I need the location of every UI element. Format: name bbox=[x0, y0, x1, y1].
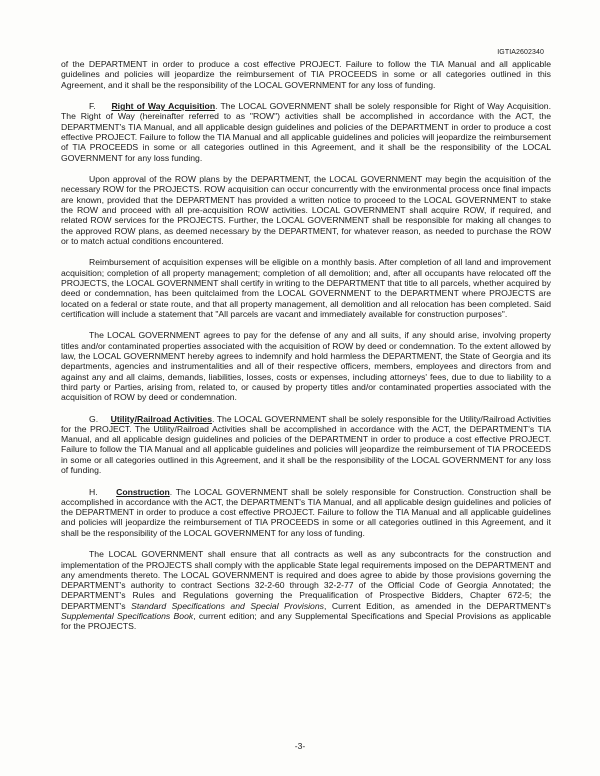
section-f-heading: Right of Way Acquisition bbox=[111, 101, 216, 112]
section-h-text: . The LOCAL GOVERNMENT shall be solely responsible for Construction. Construction shall be accomplished in accordance with the ACT, the DEPARTMENT's TIA Manual, and all applicable design guidelines and policies of the DEPARTMENT in order to produce a cost effective PROJECT. Failure to follow the TIA Manual and all applicable guidelines and policies will jeopardize the reimbursement of TIA PROCEEDS in some or all categories outlined in this Agreement, and it shall be the responsibility of the LOCAL GOVERNMENT for any loss of funding. bbox=[61, 486, 551, 538]
page-number: -3- bbox=[294, 741, 306, 751]
section-f-paragraph bbox=[61, 101, 551, 163]
section-f-letter: F. bbox=[89, 101, 96, 112]
document-id: IGTIA2602340 bbox=[497, 49, 544, 56]
contracts-text-1: The LOCAL GOVERNMENT shall ensure that all contracts as well as any subcontracts for the construction and implementation of the PROJECTS shall comply with the applicable State legal requirements imposed on the DEPARTMENT and any amendments thereto. The LOCAL GOVERNMENT is required and does agree to abide by those provisions governing the DEPARTMENT's authority to contract Sections 32-2-60 through 32-2-77 of the Official Code of Georgia Annotated; the DEPARTMENT's Rules and Regulations governing the Prequalification of Prospective Bidders, Chapter 672-5; the DEPARTMENT's bbox=[61, 549, 551, 611]
contracts-text-2: , Current Edition, as amended in the DEPARTMENT's bbox=[323, 600, 551, 611]
section-g-paragraph bbox=[61, 414, 551, 476]
row-approval-paragraph: Upon approval of the ROW plans by the DEPARTMENT, the LOCAL GOVERNMENT may begin the acquisition of the necessary ROW for the PROJECTS. ROW acquisition can occur concurrently with the environmental process once final impacts are known, provided that the DEPARTMENT has provided a written notice to proceed to the LOCAL GOVERNMENT to stake the ROW and proceed with all pre-acquisition ROW activities. LOCAL GOVERNMENT shall acquire ROW, if required, and related ROW services for the PROJECTS. Further, the LOCAL GOVERNMENT shall be responsible for making all changes to the approved ROW plans, as deemed necessary by the DEPARTMENT, for whatever reason, as needed to purchase the ROW or to match actual conditions encountered. bbox=[61, 174, 551, 246]
section-h-paragraph bbox=[61, 487, 551, 538]
supplemental-specifications-title: Supplemental Specifications Book bbox=[61, 611, 194, 622]
contracts-text-3: , current edition; and any Supplemental Specifications and Special Provisions as applicable for the PROJECTS. bbox=[61, 611, 551, 632]
document-body bbox=[61, 59, 551, 643]
section-g-text: . The LOCAL GOVERNMENT shall be solely responsible for the Utility/Railroad Activities for the PROJECT. The Utility/Railroad Activities shall be accomplished in accordance with the ACT, the DEPARTMENT's TIA Manual, and all applicable design guidelines and policies of the DEPARTMENT in order to produce a cost effective PROJECT. Failure to follow the TIA Manual and all applicable guidelines and policies will jeopardize the reimbursement of TIA PROCEEDS in some or all categories outlined in this Agreement, and it shall be the responsibility of the LOCAL GOVERNMENT for any loss of funding. bbox=[61, 413, 551, 476]
section-h-heading: Construction bbox=[116, 486, 170, 497]
reimbursement-paragraph: Reimbursement of acquisition expenses will be eligible on a monthly basis. After completion of all land and improvement acquisition; completion of all property management; completion of all demolition; and, after all occupants have relocated off the PROJECTS, the LOCAL GOVERNMENT shall certify in writing to the DEPARTMENT that title to all parcels, whether acquired by deed or condemnation, has been quitclaimed from the LOCAL GOVERNMENT to the DEPARTMENT where PROJECTS are located on a federal or state route, and that all property management, all demolition and all relocation has been completed. Said certification will include a statement that "All parcels are vacant and immediately available for construction purposes". bbox=[61, 257, 551, 319]
section-g-heading: Utility/Railroad Activities bbox=[110, 413, 213, 424]
section-f-text: . The LOCAL GOVERNMENT shall be solely responsible for Right of Way Acquisition. The Right of Way (hereinafter referred to as "ROW") activities shall be accomplished in accordance with the ACT, the DEPARTMENT's TIA Manual, and all applicable design guidelines and policies of the DEPARTMENT in order to produce a cost effective PROJECT. Failure to follow the TIA Manual and all applicable guidelines and policies will jeopardize the reimbursement of TIA PROCEEDS in some or all categories outlined in this Agreement, and it shall be the responsibility of the LOCAL GOVERNMENT for any loss funding. bbox=[61, 101, 551, 163]
defense-paragraph: The LOCAL GOVERNMENT agrees to pay for the defense of any and all suits, if any should arise, involving property titles and/or contaminated properties associated with the acquisition of ROW by deed or condemnation. To the extent allowed by law, the LOCAL GOVERNMENT hereby agrees to indemnify and hold harmless the DEPARTMENT, the State of Georgia and its departments, agencies and instrumentalities and all of their respective officers, members, employees and directors from and against any and all claims, demands, liabilities, losses, costs or expenses, including attorneys' fees, due to due to liability to a third party or Parties, arising from, related to, or caused by property titles and/or contaminated properties associated with the acquisition of ROW by deed or condemnation. bbox=[61, 330, 551, 403]
section-h-letter: H. bbox=[89, 486, 98, 497]
contracts-paragraph bbox=[61, 549, 551, 631]
section-g-letter: G. bbox=[89, 413, 99, 424]
standard-specifications-title: Standard Specifications and Special Provisions bbox=[131, 600, 324, 611]
paragraph-continuation: of the DEPARTMENT in order to produce a cost effective PROJECT. Failure to follow the TIA Manual and all applicable guidelines and policies will jeopardize the reimbursement of TIA PROCEEDS in some or all categories outlined in this Agreement, and it shall be the responsibility of the LOCAL GOVERNMENT for any loss of funding. bbox=[61, 59, 551, 90]
